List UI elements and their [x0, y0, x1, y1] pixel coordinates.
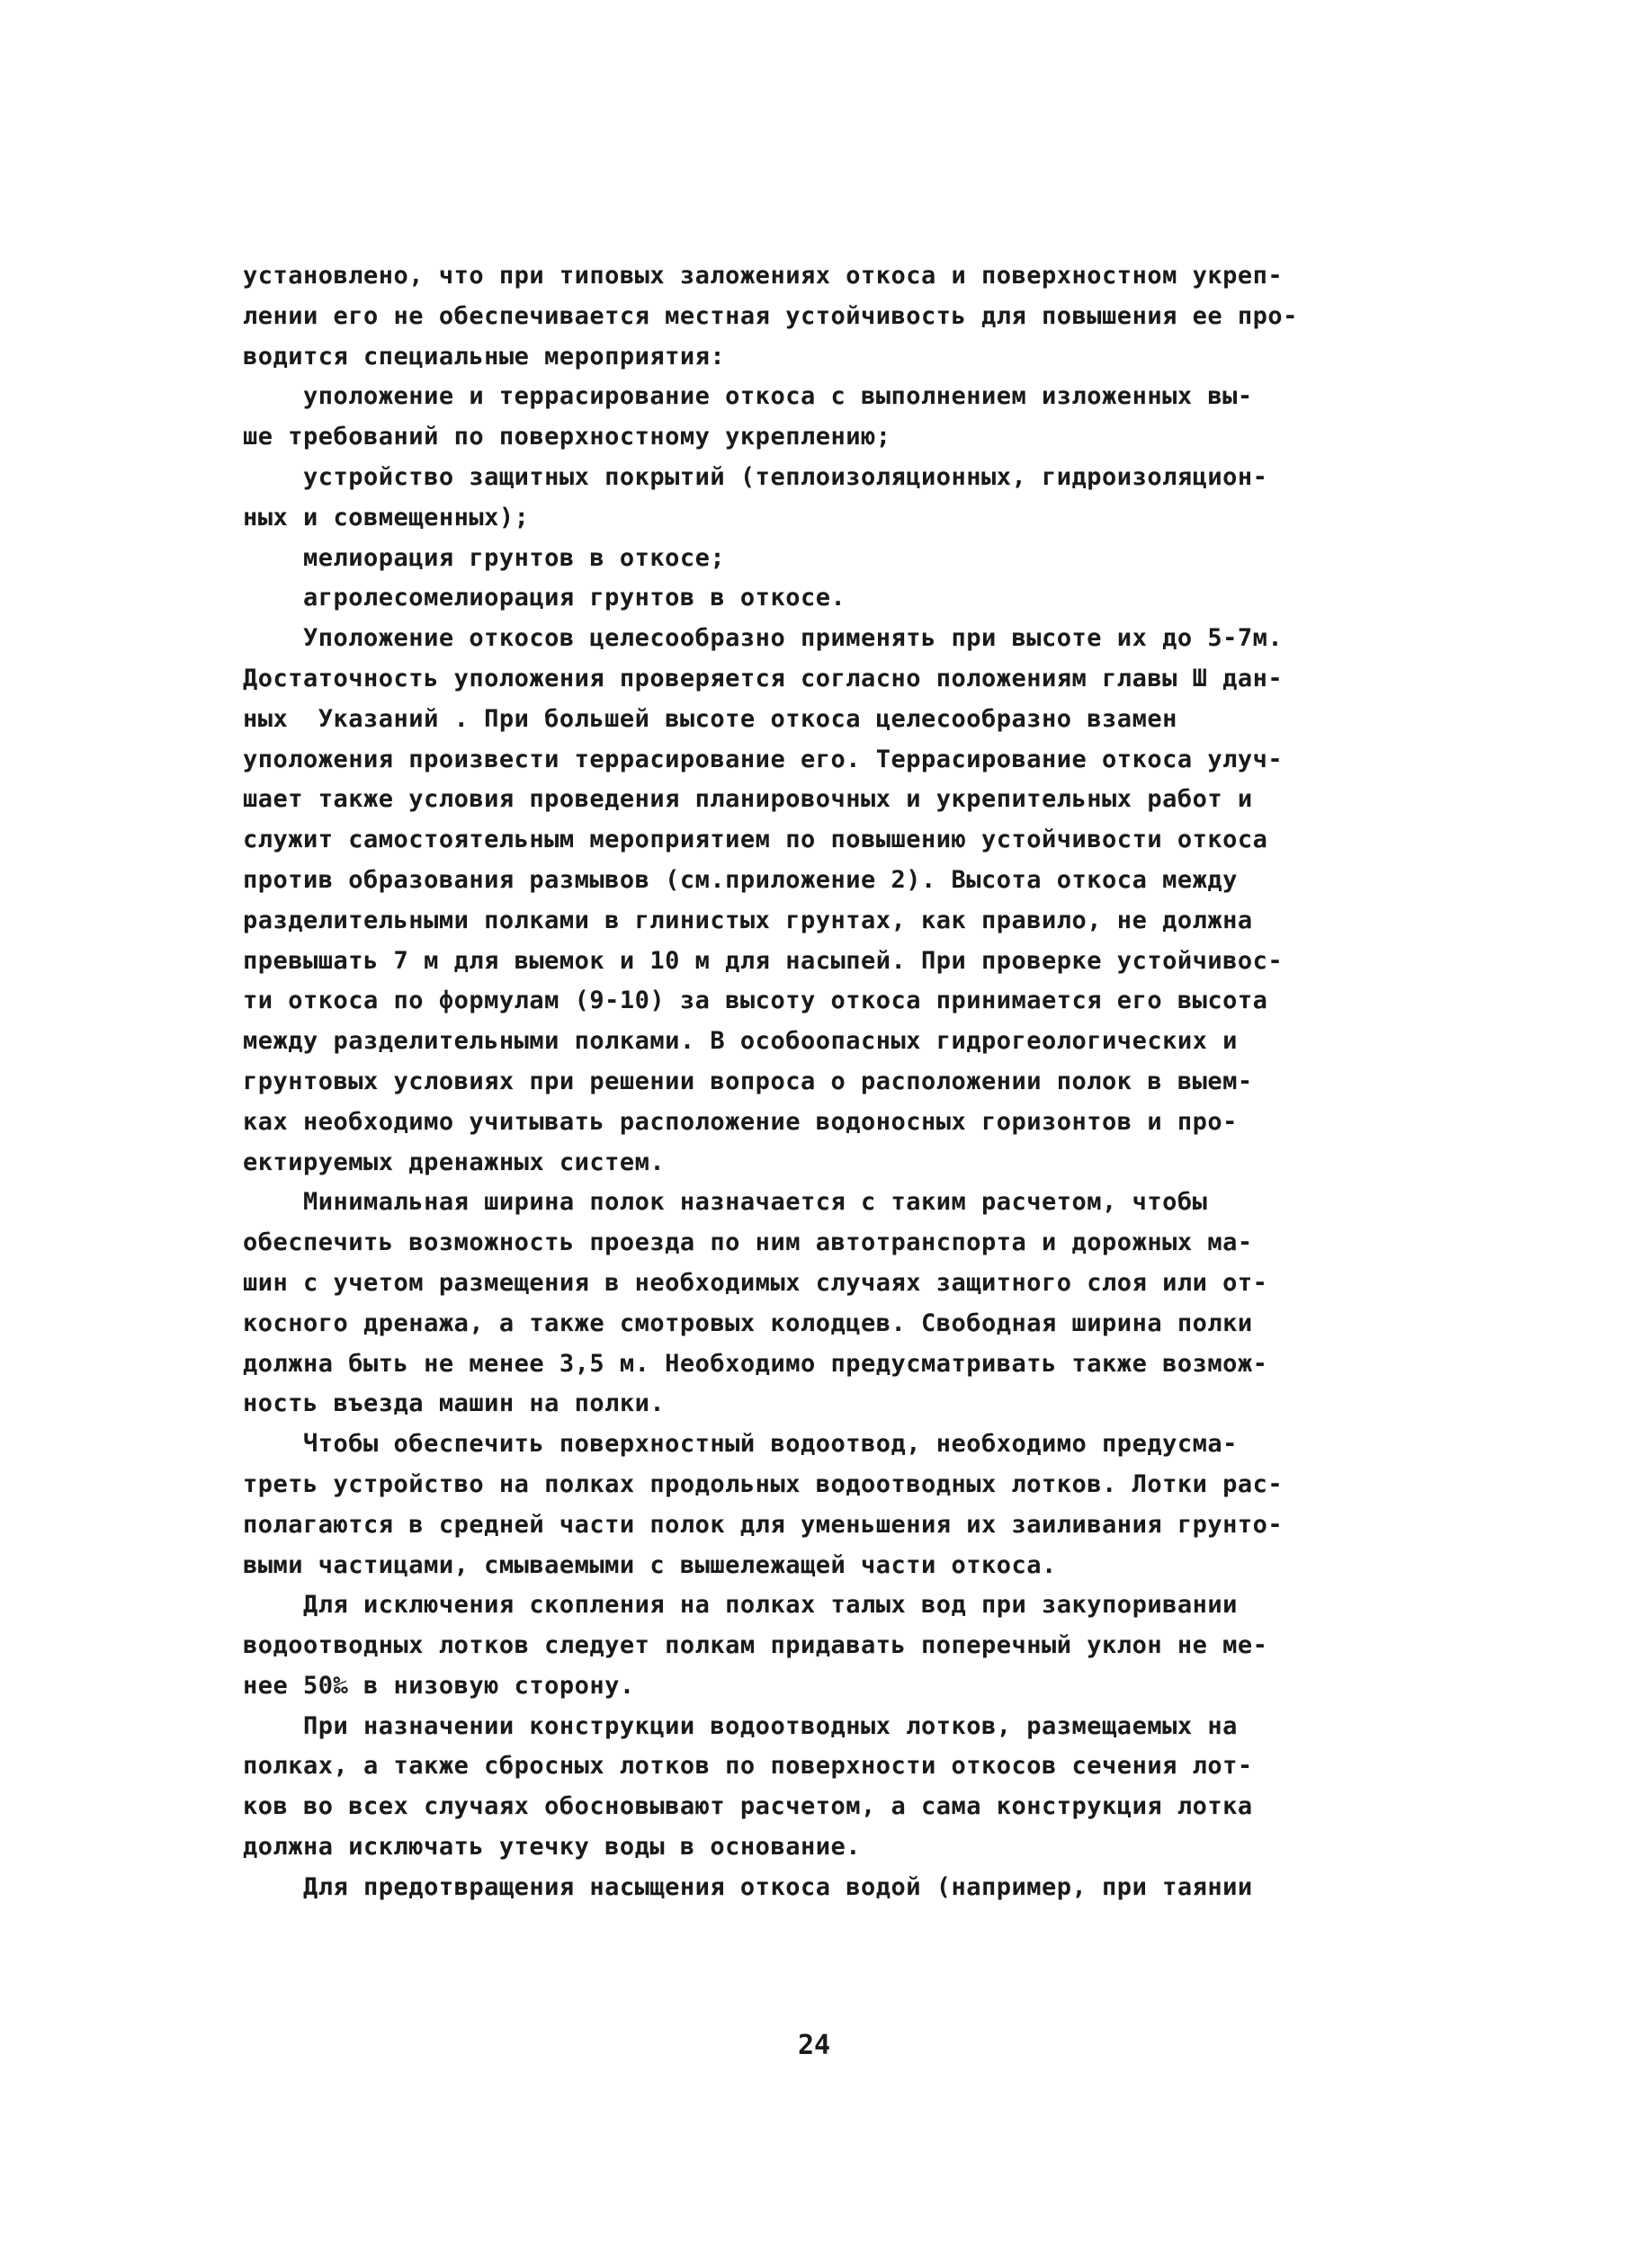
- text-line: ных и совмещенных);: [243, 503, 530, 531]
- text-line: грунтовых условиях при решении вопроса о расположении полок в выем-: [243, 1067, 1253, 1095]
- text-line: ше требований по поверхностному укреплению;: [243, 423, 891, 451]
- text-line: Для исключения скопления на полках талых вод при закупоривании: [243, 1591, 1238, 1620]
- text-line: полках, а также сбросных лотков по поверхности откосов сечения лот-: [243, 1752, 1253, 1781]
- text-line: ных Указаний . При большей высоте откоса целесообразно взамен: [243, 704, 1177, 733]
- text-line: мелиорация грунтов в откосе;: [243, 543, 726, 572]
- text-line: служит самостоятельным мероприятием по повышению устойчивости откоса: [243, 826, 1268, 854]
- text-line: косного дренажа, а также смотровых колодцев. Свободная ширина полки: [243, 1308, 1253, 1337]
- text-line: ектируемых дренажных систем.: [243, 1147, 666, 1176]
- text-line: между разделительными полками. В особоопасных гидрогеологических и: [243, 1027, 1238, 1056]
- text-line: шин с учетом размещения в необходимых случаях защитного слоя или от-: [243, 1268, 1268, 1297]
- text-line: уположения произвести террасирование его. Террасирование откоса улуч-: [243, 745, 1284, 773]
- text-line: Минимальная ширина полок назначается с таким расчетом, чтобы: [243, 1188, 1208, 1217]
- text-line: нее 50‰ в низовую сторону.: [243, 1671, 635, 1700]
- text-line: уположение и террасирование откоса с выполнением изложенных вы-: [243, 382, 1253, 411]
- text-line: Чтобы обеспечить поверхностный водоотвод, необходимо предусма-: [243, 1430, 1238, 1459]
- text-line: обеспечить возможность проезда по ним автотранспорта и дорожных ма-: [243, 1228, 1253, 1257]
- text-line: водоотводных лотков следует полкам придавать поперечный уклон не ме-: [243, 1631, 1268, 1660]
- text-line: агролесомелиорация грунтов в откосе.: [243, 584, 846, 612]
- text-line: водится специальные мероприятия:: [243, 342, 726, 371]
- text-line: ность въезда машин на полки.: [243, 1389, 666, 1418]
- text-line: разделительными полками в глинистых грунтах, как правило, не должна: [243, 906, 1253, 934]
- text-line: Достаточность уположения проверяется согласно положениям главы Ш дан-: [243, 664, 1284, 692]
- text-line: должна быть не менее 3,5 м. Необходимо предусматривать также возмож-: [243, 1349, 1268, 1378]
- text-line: полагаются в средней части полок для уменьшения их заиливания грунто-: [243, 1510, 1284, 1539]
- text-line: лении его не обеспечивается местная устойчивость для повышения ее про-: [243, 301, 1298, 330]
- text-line: Уположение откосов целесообразно применять при высоте их до 5-7м.: [243, 624, 1284, 653]
- page-number: 24: [797, 2030, 831, 2061]
- text-line: превышать 7 м для выемок и 10 м для насыпей. При проверке устойчивос-: [243, 946, 1284, 975]
- text-line: ти откоса по формулам (9-10) за высоту откоса принимается его высота: [243, 987, 1268, 1015]
- text-line: шает также условия проведения планировочных и укрепительных работ и: [243, 785, 1253, 814]
- text-line: Для предотвращения насыщения откоса водой (например, при таянии: [243, 1872, 1253, 1901]
- text-line: выми частицами, смываемыми с вышележащей части откоса.: [243, 1550, 1057, 1579]
- text-line: треть устройство на полках продольных водоотводных лотков. Лотки рас-: [243, 1469, 1284, 1498]
- text-line: против образования размывов (см.приложение 2). Высота откоса между: [243, 865, 1238, 894]
- text-line: При назначении конструкции водоотводных лотков, размещаемых на: [243, 1711, 1238, 1740]
- text-line: ках необходимо учитывать расположение водоносных горизонтов и про-: [243, 1107, 1238, 1136]
- text-line: установлено, что при типовых заложениях откоса и поверхностном укреп-: [243, 262, 1284, 290]
- body-text: [243, 256, 1412, 1908]
- text-line: устройство защитных покрытий (теплоизоляционных, гидроизоляцион-: [243, 462, 1268, 491]
- text-line: должна исключать утечку воды в основание.: [243, 1833, 861, 1862]
- text-line: ков во всех случаях обосновывают расчетом, а сама конструкция лотка: [243, 1792, 1253, 1821]
